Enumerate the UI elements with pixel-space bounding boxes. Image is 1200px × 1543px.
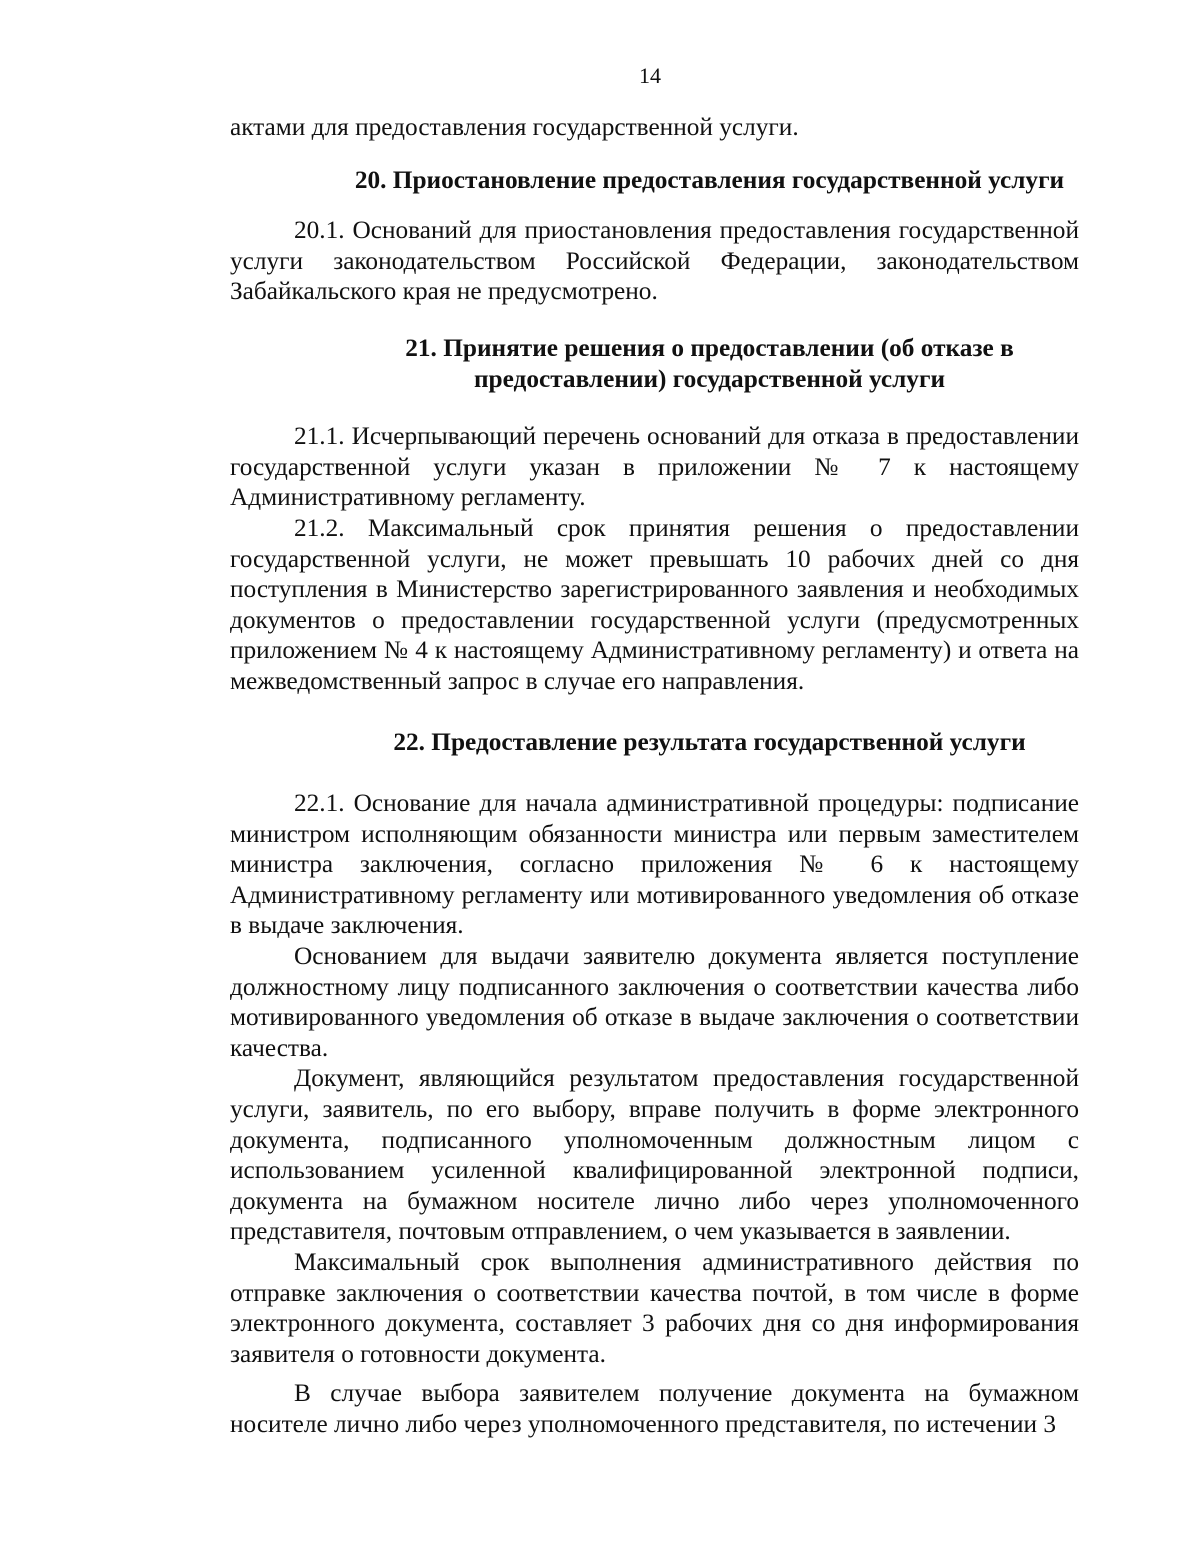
section-21-heading-line2: предоставлении) государственной услуги (473, 364, 946, 393)
paragraph-21-1: 21.1. Исчерпывающий перечень оснований для отказа в предоставлении государственной услуги указан в приложении № 7 к настоящему Административному регламенту. (230, 422, 1079, 512)
paragraph-22-issuance-basis: Основанием для выдачи заявителю документа является поступление должностному лицу подписанного заключения о соответствии качества либо мотивированного уведомления об отказе в выдаче заключения о соответствии качества. (230, 942, 1079, 1062)
paragraph-21-2: 21.2. Максимальный срок принятия решения о предоставлении государственной услуги, не может превышать 10 рабочих дней со дня поступления в Министерство зарегистрированного заявления и необходимых документов о предоставлении государственной услуги (предусмотренных приложением № 4 к настоящему Административному регламенту) и ответа на межведомственный запрос в случае его направления. (230, 513, 1079, 695)
paragraph-22-paper-pickup: В случае выбора заявителем получение документа на бумажном носителе лично либо через уполномоченного представителя, по истечении 3 (230, 1379, 1079, 1438)
section-22-heading: 22. Предоставление результата государственной услуги (393, 727, 1026, 756)
section-21-heading (230, 333, 1079, 394)
paragraph-22-1: 22.1. Основание для начала административной процедуры: подписание министром исполняющим обязанности министра или первым заместителем министра заключения, согласно приложения № 6 к настоящему Административному регламенту или мотивированного уведомления об отказе в выдаче заключения. (230, 789, 1079, 940)
paragraph-gap (230, 1369, 1079, 1378)
continuation-text: актами для предоставления государственной услуги. (230, 113, 799, 141)
paragraph-22-max-term: Максимальный срок выполнения административного действия по отправке заключения о соответствии качества почтой, в том числе в форме электронного документа, составляет 3 рабочих дня со дня информирования заявителя о готовности документа. (230, 1248, 1079, 1368)
page-number: 14 (639, 63, 661, 88)
section-21-heading-line1: 21. Принятие решения о предоставлении (об отказе в (405, 333, 1014, 362)
paragraph-20-1: 20.1. Оснований для приостановления предоставления государственной услуги законодательством Российской Федерации, законодательством Забайкальского края не предусмотрено. (230, 216, 1079, 306)
section-20-heading: 20. Приостановление предоставления государственной услуги (354, 165, 1065, 194)
document-body (230, 112, 1079, 1440)
paragraph-22-result-document: Документ, являющийся результатом предоставления государственной услуги, заявитель, по его выбору, вправе получить в форме электронного документа, подписанного уполномоченным должностным лицом с использованием усиленной квалифицированной электронной подписи, документа на бумажном носителе лично либо через уполномоченного представителя, почтовым отправлением, о чем указывается в заявлении. (230, 1064, 1079, 1246)
